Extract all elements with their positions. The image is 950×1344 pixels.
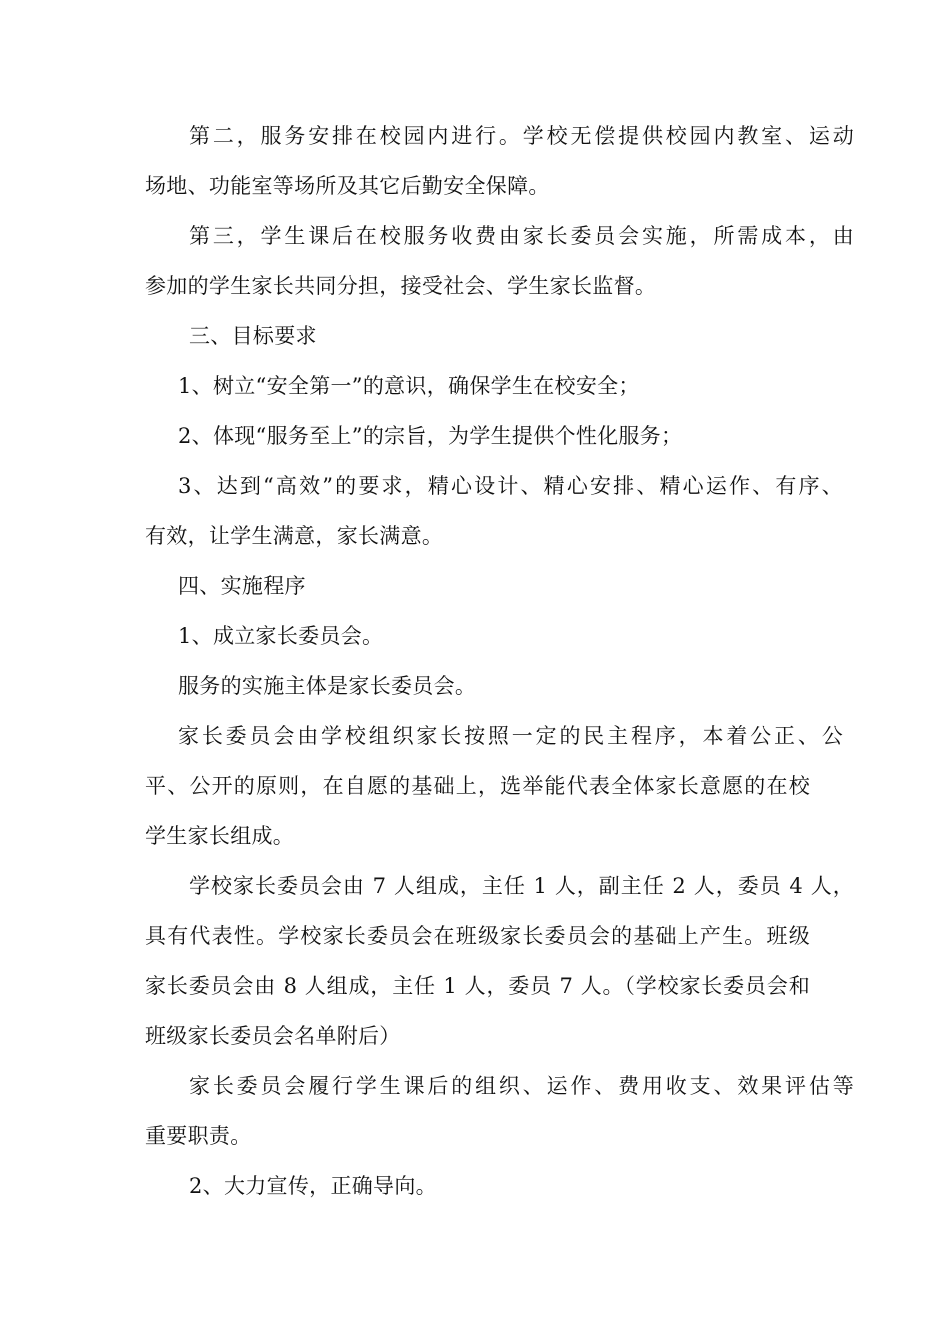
section-heading-goals: 三、目标要求 (189, 324, 317, 348)
paragraph-2-line-2: 场地、功能室等场所及其它后勤安全保障。 (145, 174, 550, 198)
committee-formation-line-1: 家长委员会由学校组织家长按照一定的民主程序，本着公正、公 (178, 724, 843, 748)
goal-item-3-line-2: 有效，让学生满意，家长满意。 (145, 524, 444, 548)
committee-formation-line-2: 平、公开的原则，在自愿的基础上，选举能代表全体家长意愿的在校 (145, 774, 810, 798)
committee-duties-line-1: 家长委员会履行学生课后的组织、运作、费用收支、效果评估等 (189, 1074, 854, 1098)
procedure-item-1: 1、成立家长委员会。 (178, 624, 384, 648)
paragraph-3-line-1: 第三，学生课后在校服务收费由家长委员会实施，所需成本，由 (189, 224, 854, 248)
goal-item-1: 1、树立“安全第一”的意识，确保学生在校安全； (178, 374, 640, 398)
goal-item-3-line-1: 3、达到“高效”的要求，精心设计、精心安排、精心运作、有序、 (178, 474, 843, 498)
committee-composition-line-3: 家长委员会由 8 人组成，主任 1 人，委员 7 人。（学校家长委员会和 (145, 974, 810, 998)
committee-composition-line-2: 具有代表性。学校家长委员会在班级家长委员会的基础上产生。班级 (145, 924, 810, 948)
procedure-item-2: 2、大力宣传，正确导向。 (189, 1174, 437, 1198)
section-heading-procedure: 四、实施程序 (178, 574, 306, 598)
committee-formation-line-3: 学生家长组成。 (145, 824, 295, 848)
committee-composition-line-1: 学校家长委员会由 7 人组成，主任 1 人，副主任 2 人，委员 4 人， (189, 874, 854, 898)
goal-item-2: 2、体现“服务至上”的宗旨，为学生提供个性化服务； (178, 424, 683, 448)
paragraph-3-line-2: 参加的学生家长共同分担，接受社会、学生家长监督。 (145, 274, 657, 298)
committee-duties-line-2: 重要职责。 (145, 1124, 252, 1148)
paragraph-2-line-1: 第二，服务安排在校园内进行。学校无偿提供校园内教室、运动 (189, 124, 854, 148)
committee-composition-line-4: 班级家长委员会名单附后） (145, 1024, 401, 1048)
procedure-subject: 服务的实施主体是家长委员会。 (178, 674, 477, 698)
